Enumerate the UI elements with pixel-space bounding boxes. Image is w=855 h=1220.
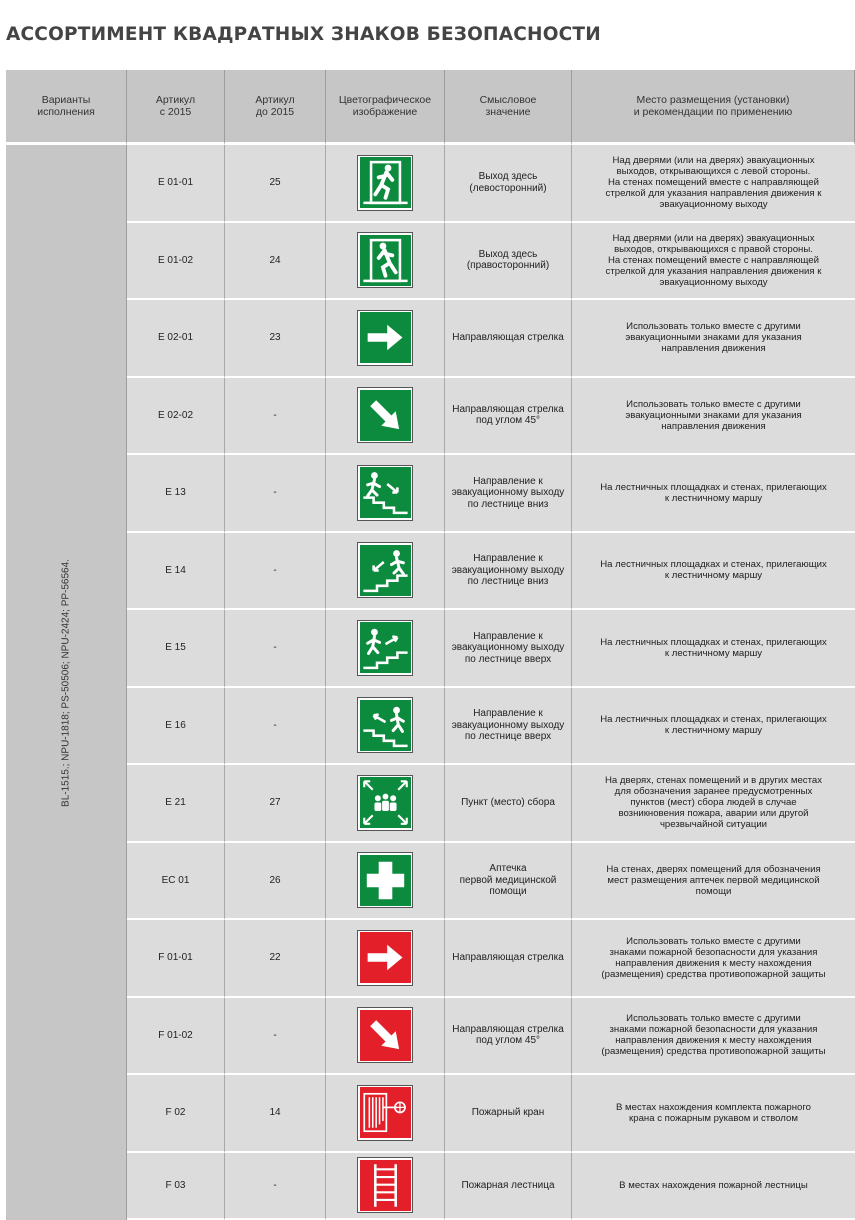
meaning-value: Направляющая стрелка	[452, 952, 564, 963]
article-new-value: E 16	[165, 719, 186, 731]
stairs-up-left-sign-icon	[357, 697, 413, 753]
placement-value: В местах нахождения комплекта пожарного крана с пожарным рукавом и стволом	[615, 1101, 812, 1124]
variants-cell	[6, 145, 127, 1220]
article-old-cell	[225, 1153, 326, 1220]
placement-cell	[572, 1153, 855, 1220]
article-new-value: E 15	[165, 642, 186, 653]
placement-cell	[572, 843, 855, 921]
article-old-value: 24	[269, 254, 281, 266]
first-aid-cross-sign-icon	[357, 852, 413, 908]
sign-image-cell	[326, 455, 445, 533]
placement-cell	[572, 998, 855, 1076]
placement-cell	[572, 920, 855, 998]
article-old-value: -	[273, 409, 277, 421]
placement-value: На лестничных площадках и стенах, прилегающих к лестничному маршу	[600, 714, 827, 737]
article-old-value: -	[273, 1179, 277, 1191]
placement-value: На стенах, дверях помещений для обозначения мест размещения аптечек первой медицинской помощи	[606, 863, 821, 897]
meaning-value: Пожарная лестница	[461, 1179, 555, 1191]
sign-image-cell	[326, 610, 445, 688]
sign-image-cell	[326, 223, 445, 301]
meaning-value: Направление к эвакуационному выходу по лестнице вверх	[451, 630, 565, 665]
article-new-cell	[127, 533, 225, 611]
placement-cell	[572, 378, 855, 456]
signs-table	[6, 70, 855, 1220]
article-old-cell	[225, 920, 326, 998]
page-title: АССОРТИМЕНТ КВАДРАТНЫХ ЗНАКОВ БЕЗОПАСНОСТИ	[6, 24, 601, 45]
article-old-cell	[225, 455, 326, 533]
header-image	[326, 70, 445, 145]
article-old-value: -	[273, 487, 277, 498]
meaning-value: Направление к эвакуационному выходу по лестнице вверх	[451, 708, 565, 742]
article-old-cell	[225, 300, 326, 378]
arrow-diagonal-sign-icon	[357, 387, 413, 443]
meaning-value: Направляющая стрелка под углом 45°	[452, 403, 564, 427]
header-placement	[572, 70, 855, 145]
meaning-value: Пункт (место) сбора	[461, 797, 555, 808]
article-new-value: E 13	[165, 487, 186, 498]
article-new-value: E 14	[165, 564, 186, 576]
article-new-cell	[127, 1075, 225, 1153]
article-new-cell	[127, 1153, 225, 1220]
sign-image-cell	[326, 300, 445, 378]
placement-value: Использовать только вместе с другими знаками пожарной безопасности для указания направления движения к месту нахождения (размещения) средства противопожарной защиты	[601, 935, 826, 980]
placement-value: На дверях, стенах помещений и в других местах для обозначения заранее предусмотренных пунктов (мест) сбора людей в случае возникновения пожара, аварии или другой чрезвычайной ситуации	[604, 775, 823, 831]
meaning-value: Направляющая стрелка под углом 45°	[452, 1023, 564, 1047]
meaning-cell	[445, 610, 572, 688]
header-article-new-label: Артикул с 2015	[155, 94, 196, 118]
article-old-value: -	[273, 719, 277, 731]
arrow-right-sign-icon	[357, 930, 413, 986]
header-article-new	[127, 70, 225, 145]
sign-image-cell	[326, 533, 445, 611]
fire-hose-sign-icon	[357, 1085, 413, 1141]
article-new-value: E 01-01	[157, 177, 194, 188]
header-image-label: Цветографическое изображение	[338, 94, 432, 118]
article-old-value: 26	[269, 874, 281, 886]
placement-value: Над дверями (или на дверях) эвакуационных выходов, открывающихся с правой стороны. На стенах помещений вместе с направляющей стрелкой для указания направления движения к эвакуационному выходу	[605, 232, 822, 288]
sign-image-cell	[326, 998, 445, 1076]
header-placement-label: Место размещения (установки) и рекомендации по применению	[633, 94, 793, 118]
sign-image-cell	[326, 1075, 445, 1153]
article-old-cell	[225, 1075, 326, 1153]
article-new-value: E 02-01	[157, 332, 194, 343]
article-old-value: 14	[269, 1107, 281, 1118]
sign-image-cell	[326, 920, 445, 998]
placement-value: В местах нахождения пожарной лестницы	[619, 1179, 808, 1191]
meaning-cell	[445, 920, 572, 998]
placement-value: На лестничных площадках и стенах, прилегающих к лестничному маршу	[600, 636, 827, 659]
meaning-cell	[445, 145, 572, 223]
article-new-value: F 01-01	[158, 952, 193, 963]
article-new-cell	[127, 300, 225, 378]
article-new-value: F 02	[165, 1107, 186, 1118]
meaning-cell	[445, 533, 572, 611]
header-meaning-label: Смысловое значение	[479, 94, 537, 118]
article-new-cell	[127, 843, 225, 921]
article-old-cell	[225, 998, 326, 1076]
meaning-cell	[445, 998, 572, 1076]
stairs-down-left-sign-icon	[357, 542, 413, 598]
article-old-cell	[225, 378, 326, 456]
header-meaning	[445, 70, 572, 145]
meaning-cell	[445, 455, 572, 533]
meaning-value: Направление к эвакуационному выходу по лестнице вниз	[451, 553, 565, 587]
sign-image-cell	[326, 765, 445, 843]
article-new-value: E 01-02	[157, 254, 194, 266]
meaning-cell	[445, 378, 572, 456]
article-old-value: 22	[269, 952, 281, 963]
article-old-cell	[225, 765, 326, 843]
meaning-cell	[445, 688, 572, 766]
meaning-cell	[445, 765, 572, 843]
meaning-value: Направление к эвакуационному выходу по лестнице вниз	[451, 475, 565, 510]
placement-value: Использовать только вместе с другими знаками пожарной безопасности для указания направления движения к месту нахождения (размещения) средства противопожарной защиты	[601, 1013, 826, 1058]
sign-image-cell	[326, 688, 445, 766]
placement-cell	[572, 533, 855, 611]
fire-ladder-sign-icon	[357, 1157, 413, 1213]
header-article-old-label: Артикул до 2015	[255, 94, 295, 118]
article-old-value: 25	[269, 177, 281, 188]
meaning-cell	[445, 1075, 572, 1153]
meaning-value: Выход здесь (левосторонний)	[469, 171, 547, 194]
article-new-cell	[127, 920, 225, 998]
article-new-value: F 03	[165, 1179, 186, 1191]
header-article-old	[225, 70, 326, 145]
stairs-up-right-sign-icon	[357, 620, 413, 676]
article-new-cell	[127, 998, 225, 1076]
meaning-cell	[445, 843, 572, 921]
placement-value: Использовать только вместе с другими эвакуационными знаками для указания направления движения	[625, 398, 802, 432]
meaning-value: Направляющая стрелка	[452, 332, 564, 343]
placement-cell	[572, 300, 855, 378]
sign-image-cell	[326, 843, 445, 921]
article-new-value: E 02-02	[157, 409, 194, 421]
article-new-cell	[127, 145, 225, 223]
article-new-value: F 01-02	[158, 1029, 193, 1041]
meaning-cell	[445, 1153, 572, 1220]
assembly-point-sign-icon	[357, 775, 413, 831]
placement-value: Использовать только вместе с другими эвакуационными знаками для указания направления движения	[625, 321, 802, 355]
article-new-value: E 21	[165, 797, 186, 808]
placement-cell	[572, 145, 855, 223]
header-variants-label: Варианты исполнения	[37, 94, 95, 118]
arrow-diagonal-sign-icon	[357, 1007, 413, 1063]
article-old-value: 23	[269, 332, 281, 343]
meaning-cell	[445, 223, 572, 301]
exit-right-sign-icon	[357, 232, 413, 288]
placement-cell	[572, 455, 855, 533]
placement-cell	[572, 223, 855, 301]
variants-text: BL-1515.; NPU-1818; PS-50506; NPU-2424; PP-56564.	[60, 558, 72, 807]
article-old-cell	[225, 145, 326, 223]
sign-image-cell	[326, 378, 445, 456]
sign-image-cell	[326, 145, 445, 223]
article-old-value: -	[273, 564, 277, 576]
article-old-cell	[225, 223, 326, 301]
article-old-cell	[225, 610, 326, 688]
article-new-cell	[127, 765, 225, 843]
placement-value: Над дверями (или на дверях) эвакуационных выходов, открывающихся с левой стороны. На стенах помещений вместе с направляющей стрелкой для указания направления движения к эвакуационному выходу	[605, 155, 822, 211]
placement-cell	[572, 1075, 855, 1153]
article-old-cell	[225, 843, 326, 921]
article-old-value: -	[273, 1029, 277, 1041]
article-old-cell	[225, 533, 326, 611]
sign-image-cell	[326, 1153, 445, 1220]
exit-left-sign-icon	[357, 155, 413, 211]
meaning-cell	[445, 300, 572, 378]
placement-value: На лестничных площадках и стенах, прилегающих к лестничному маршу	[600, 559, 827, 582]
article-new-cell	[127, 455, 225, 533]
article-new-cell	[127, 688, 225, 766]
meaning-value: Пожарный кран	[471, 1107, 545, 1118]
meaning-value: Выход здесь (правосторонний)	[466, 248, 550, 272]
meaning-value: Аптечка первой медицинской помощи	[459, 863, 557, 897]
placement-value: На лестничных площадках и стенах, прилегающих к лестничному маршу	[600, 481, 827, 504]
article-new-cell	[127, 223, 225, 301]
placement-cell	[572, 610, 855, 688]
article-new-cell	[127, 610, 225, 688]
article-new-cell	[127, 378, 225, 456]
placement-cell	[572, 765, 855, 843]
article-new-value: EC 01	[161, 874, 190, 886]
arrow-right-sign-icon	[357, 310, 413, 366]
article-old-cell	[225, 688, 326, 766]
header-variants	[6, 70, 127, 145]
stairs-down-right-sign-icon	[357, 465, 413, 521]
article-old-value: 27	[269, 797, 281, 808]
placement-cell	[572, 688, 855, 766]
article-old-value: -	[273, 642, 277, 653]
